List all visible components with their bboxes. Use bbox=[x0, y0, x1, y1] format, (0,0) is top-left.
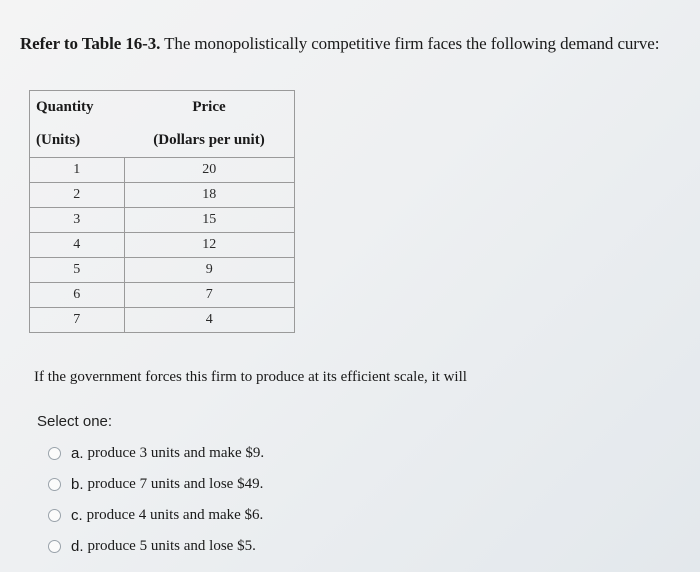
table-row bbox=[30, 283, 295, 308]
radio-button-c[interactable] bbox=[48, 509, 61, 522]
option-a[interactable] bbox=[48, 438, 264, 469]
option-letter: b. bbox=[71, 476, 84, 493]
quantity-header: Quantity bbox=[30, 91, 125, 125]
price-cell: 7 bbox=[124, 283, 295, 308]
quantity-cell: 2 bbox=[30, 183, 125, 208]
table-row bbox=[30, 158, 295, 183]
option-d[interactable] bbox=[48, 531, 264, 562]
radio-button-a[interactable] bbox=[48, 447, 61, 460]
option-c[interactable] bbox=[48, 500, 264, 531]
price-cell: 4 bbox=[124, 308, 295, 333]
table-row bbox=[30, 183, 295, 208]
price-units-header: (Dollars per unit) bbox=[124, 124, 295, 158]
question-body: The monopolistically competitive firm faces the following demand curve: bbox=[160, 34, 660, 53]
option-letter: c. bbox=[71, 507, 83, 524]
select-one-label: Select one: bbox=[37, 413, 113, 430]
option-b[interactable] bbox=[48, 469, 264, 500]
table-row bbox=[30, 258, 295, 283]
table-row bbox=[30, 308, 295, 333]
option-letter: d. bbox=[71, 538, 84, 555]
question-reference: Refer to Table 16-3. bbox=[20, 34, 161, 53]
price-cell: 12 bbox=[124, 233, 295, 258]
quantity-cell: 1 bbox=[30, 158, 125, 183]
question-text bbox=[20, 34, 659, 54]
option-text: produce 4 units and make $6. bbox=[86, 507, 264, 523]
demand-table bbox=[29, 90, 295, 333]
option-text: produce 5 units and lose $5. bbox=[87, 538, 256, 554]
price-cell: 9 bbox=[124, 258, 295, 283]
table-header-row bbox=[30, 91, 295, 125]
radio-button-b[interactable] bbox=[48, 478, 61, 491]
answer-options bbox=[48, 438, 264, 562]
question-prompt: If the government forces this firm to produce at its efficient scale, it will bbox=[34, 369, 467, 385]
quantity-units-header: (Units) bbox=[30, 124, 125, 158]
option-text: produce 7 units and lose $49. bbox=[87, 476, 264, 492]
price-header: Price bbox=[124, 91, 295, 125]
radio-button-d[interactable] bbox=[48, 540, 61, 553]
price-cell: 18 bbox=[124, 183, 295, 208]
table-row bbox=[30, 233, 295, 258]
quantity-cell: 3 bbox=[30, 208, 125, 233]
table-header-row bbox=[30, 124, 295, 158]
option-letter: a. bbox=[71, 445, 84, 462]
table-row bbox=[30, 208, 295, 233]
price-cell: 15 bbox=[124, 208, 295, 233]
quantity-cell: 7 bbox=[30, 308, 125, 333]
quantity-cell: 6 bbox=[30, 283, 125, 308]
quantity-cell: 4 bbox=[30, 233, 125, 258]
quantity-cell: 5 bbox=[30, 258, 125, 283]
price-cell: 20 bbox=[124, 158, 295, 183]
option-text: produce 3 units and make $9. bbox=[87, 445, 265, 461]
